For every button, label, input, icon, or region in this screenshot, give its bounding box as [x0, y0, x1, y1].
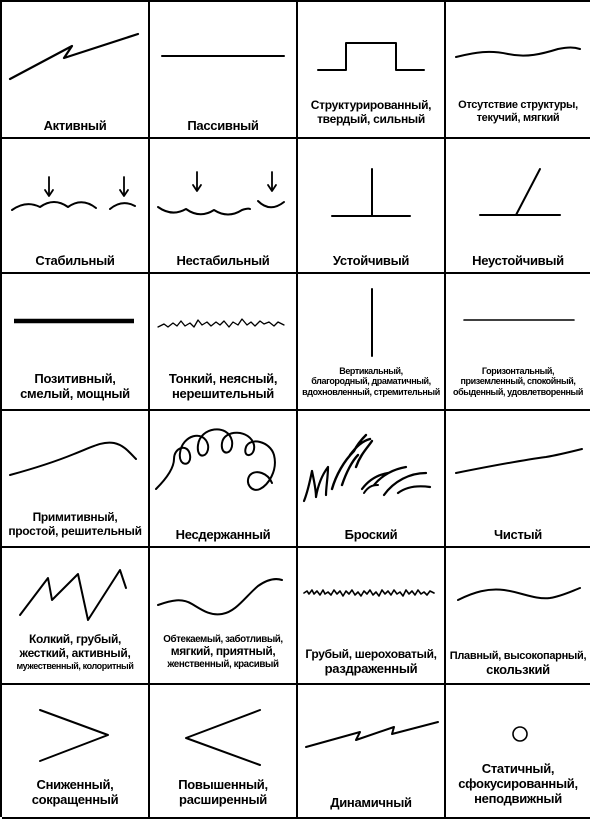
caption-line: Тонкий, неясный,	[168, 371, 278, 386]
caption-line: простой, решительный	[8, 523, 142, 538]
caption-line: Позитивный,	[34, 371, 116, 386]
flourish-strokes-icon	[298, 411, 444, 546]
caption-line: женственный, красивый	[167, 659, 279, 671]
caption-line: Броский	[344, 527, 398, 542]
caption-line: жесткий, активный,	[19, 645, 131, 660]
caption-line: скользкий	[486, 661, 550, 677]
caption-line: Чистый	[493, 527, 543, 542]
cell-dinamichny	[298, 685, 446, 819]
cell-snizhenny	[2, 685, 150, 819]
caption-line: благородный, драматичный,	[311, 376, 431, 387]
caption-line: Неустойчивый	[472, 253, 564, 268]
caption-line: Стабильный	[35, 253, 115, 268]
cell-strukturirovanny	[298, 2, 446, 139]
caption-line: мужественный, колоритный	[16, 660, 134, 671]
caption-line: Повышенный,	[178, 777, 268, 792]
cell-kolky	[2, 548, 150, 685]
caption-line: Динамичный	[330, 795, 412, 810]
clean-tapered-line-icon	[446, 411, 590, 546]
caption-line: раздраженный	[324, 660, 418, 676]
cell-neustoychivy	[446, 139, 590, 274]
caption-line: твердый, сильный	[317, 111, 425, 126]
cell-gruby	[298, 548, 446, 685]
caption-line: Примитивный,	[32, 510, 118, 524]
caption-line: Грубый, шероховатый,	[305, 647, 437, 661]
cell-passivny	[150, 2, 298, 139]
caption-line: Сниженный,	[36, 777, 114, 792]
caption-line: вдохновленный, стремительный	[302, 386, 440, 397]
caption-line: Отсутствие структуры,	[458, 99, 578, 111]
cell-otsutstvie-struktury	[446, 2, 590, 139]
cell-primitivny	[2, 411, 150, 548]
caption-line: Нестабильный	[176, 253, 270, 268]
cell-plavny	[446, 548, 590, 685]
cell-brosky	[298, 411, 446, 548]
caption-line: текучий, мягкий	[476, 111, 560, 124]
caption-line: приземленный, спокойный,	[460, 376, 576, 387]
cell-aktivny	[2, 2, 150, 139]
cell-vertikalny	[298, 274, 446, 411]
cell-obtekaemy	[150, 548, 298, 685]
caption-line: мягкий, приятный,	[170, 644, 276, 659]
cell-tonky	[150, 274, 298, 411]
caption-line: смелый, мощный	[20, 385, 130, 401]
caption-line: нерешительный	[172, 385, 274, 401]
caption-line: Колкий, грубый,	[28, 632, 122, 646]
caption-line: сокращенный	[31, 791, 119, 807]
caption-line: сфокусированный,	[458, 775, 578, 791]
caption-line: Обтекаемый, заботливый,	[163, 634, 283, 645]
caption-line: Структурированный,	[310, 98, 432, 112]
caption-line: Плавный, высокопарный,	[449, 650, 587, 662]
caption-line: неподвижный	[474, 790, 562, 806]
zigzag-rising-line-icon	[2, 2, 148, 137]
flat-line-icon	[150, 2, 296, 137]
cell-nesderzhanny	[150, 411, 298, 548]
caption-line: Горизонтальный,	[481, 366, 555, 376]
caption-line: обыденный, удовлетворенный	[453, 386, 583, 397]
caption-line: Активный	[43, 118, 107, 133]
cell-gorizontalny	[446, 274, 590, 411]
caption-line: Устойчивый	[332, 253, 410, 268]
cell-nestabilny	[150, 139, 298, 274]
cell-ustoychivy	[298, 139, 446, 274]
cell-pozitivny	[2, 274, 150, 411]
cell-stabilny	[2, 139, 150, 274]
caption-line: расширенный	[179, 791, 267, 807]
cell-statichny	[446, 685, 590, 819]
caption-line: Несдержанный	[175, 527, 271, 542]
cell-chisty	[446, 411, 590, 548]
caption-line: Статичный,	[481, 761, 555, 776]
loopy-scribble-line-icon	[150, 411, 296, 546]
caption-line: Вертикальный,	[339, 366, 403, 376]
cell-povyshenny	[150, 685, 298, 819]
caption-line: Пассивный	[187, 118, 259, 133]
